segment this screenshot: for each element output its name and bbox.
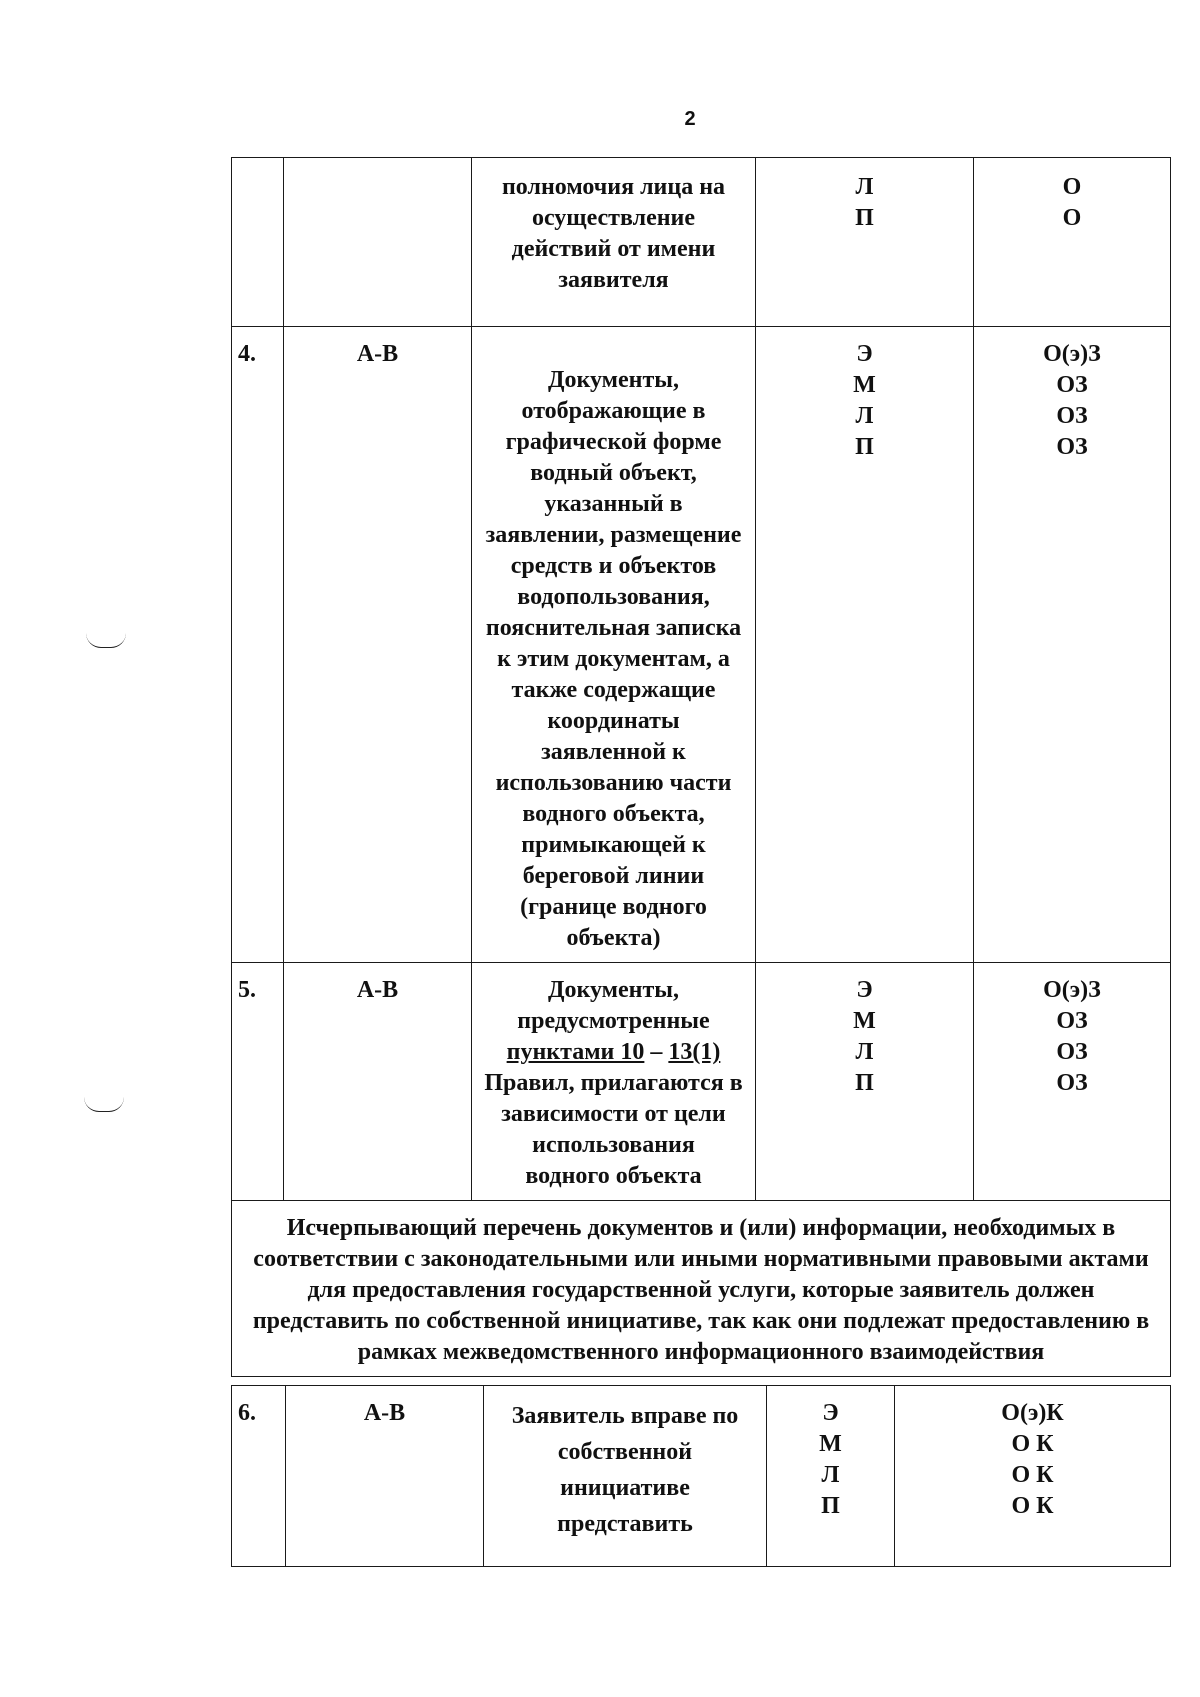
description-line: Заявитель вправе по xyxy=(511,1403,739,1429)
table-row xyxy=(232,1386,1171,1567)
description-cell xyxy=(472,963,756,1201)
description-line: водный объект, xyxy=(530,460,697,486)
description-line: пояснительная записка xyxy=(485,615,742,641)
rule-link[interactable]: 13(1) xyxy=(668,1039,721,1065)
requirement-code: О(э)З xyxy=(1043,341,1101,367)
description-line: водного объекта xyxy=(525,1163,702,1189)
dash: – xyxy=(644,1039,669,1065)
description-line: указанный в xyxy=(544,491,683,517)
form-letter: М xyxy=(853,1008,876,1034)
description-line: Правил, прилагаются в xyxy=(484,1070,743,1096)
requirement-code: ОЗ xyxy=(1056,1070,1088,1096)
description-line: объекта) xyxy=(566,925,661,951)
requirement-code: ОЗ xyxy=(1056,1039,1088,1065)
category-code-cell: А-В xyxy=(286,1386,484,1567)
form-letter: Л xyxy=(855,174,874,200)
form-letter: М xyxy=(853,372,876,398)
form-letter: Л xyxy=(821,1462,840,1488)
form-letter: Л xyxy=(855,1039,874,1065)
form-letters-cell xyxy=(767,1386,895,1567)
documents-table xyxy=(231,157,1171,1377)
description-line: осуществление xyxy=(531,205,696,231)
requirement-codes-cell xyxy=(974,158,1171,327)
category-code-cell: А-В xyxy=(284,327,472,963)
requirement-codes-cell xyxy=(974,327,1171,963)
requirement-code: ОЗ xyxy=(1056,1008,1088,1034)
description-line: предусмотренные xyxy=(517,1008,710,1034)
form-letters-cell xyxy=(756,327,974,963)
description-line: координаты xyxy=(547,708,680,734)
form-letter: П xyxy=(855,205,874,231)
description-line: к этим документам, а xyxy=(497,646,730,672)
description-line: инициативе xyxy=(560,1475,690,1501)
description-line: использования xyxy=(532,1132,695,1158)
description-line: Документы, xyxy=(547,977,680,1003)
requirement-code: О(э)К xyxy=(1001,1400,1064,1426)
requirement-codes-cell xyxy=(895,1386,1171,1567)
requirement-code: ОЗ xyxy=(1056,434,1088,460)
description-line: заявлении, размещение xyxy=(485,522,742,548)
category-code-cell xyxy=(284,158,472,327)
form-letter: П xyxy=(855,434,874,460)
description-line: представить xyxy=(557,1511,693,1537)
description-line: водопользования, xyxy=(517,584,710,610)
requirement-code: ОЗ xyxy=(1056,403,1088,429)
rule-link[interactable]: пунктами 10 xyxy=(506,1039,645,1065)
scan-mark xyxy=(86,633,126,648)
description-line: полномочия лица на xyxy=(501,174,726,200)
requirement-code: О К xyxy=(1011,1431,1054,1457)
row-number-cell xyxy=(232,158,284,327)
form-letter: П xyxy=(821,1493,840,1519)
row-number-cell: 4. xyxy=(232,327,284,963)
table-row xyxy=(232,963,1171,1201)
form-letter: Л xyxy=(855,403,874,429)
description-line: примыкающей к xyxy=(521,832,706,858)
description-line xyxy=(477,1037,750,1068)
description-line: также содержащие xyxy=(511,677,716,703)
requirement-code: О К xyxy=(1011,1462,1054,1488)
table-row xyxy=(232,158,1171,327)
description-cell xyxy=(472,327,756,963)
description-line: (границе водного xyxy=(520,894,707,920)
form-letters-cell xyxy=(756,158,974,327)
requirement-codes-cell xyxy=(974,963,1171,1201)
row-number-cell: 6. xyxy=(232,1386,286,1567)
form-letter: Э xyxy=(856,977,873,1003)
description-line: отображающие в xyxy=(521,398,706,424)
requirement-code: ОЗ xyxy=(1056,372,1088,398)
form-letter: М xyxy=(819,1431,842,1457)
documents-table-continued xyxy=(231,1385,1171,1567)
description-line: водного объекта, xyxy=(522,801,705,827)
scan-mark xyxy=(84,1097,124,1112)
description-line: заявителя xyxy=(558,267,669,293)
description-line: средств и объектов xyxy=(510,553,717,579)
description-line: заявленной к xyxy=(541,739,686,765)
description-line: Документы, xyxy=(547,367,680,393)
description-line: собственной xyxy=(557,1439,693,1465)
description-line: использованию части xyxy=(495,770,732,796)
form-letter: Э xyxy=(822,1400,839,1426)
table-row xyxy=(232,327,1171,963)
row-number-cell: 5. xyxy=(232,963,284,1201)
description-cell xyxy=(472,158,756,327)
requirement-code: О К xyxy=(1011,1493,1054,1519)
description-cell xyxy=(484,1386,767,1567)
description-line: графической форме xyxy=(505,429,722,455)
description-line: зависимости от цели xyxy=(501,1101,726,1127)
category-code-cell: А-В xyxy=(284,963,472,1201)
requirement-code: О(э)З xyxy=(1043,977,1101,1003)
page-number: 2 xyxy=(684,108,696,130)
form-letters-cell xyxy=(756,963,974,1201)
requirement-code: О xyxy=(1062,205,1082,231)
section-header-row xyxy=(232,1201,1171,1377)
form-letter: Э xyxy=(856,341,873,367)
section-header: Исчерпывающий перечень документов и (или) информации, необходимых в соответствии с законодательными или иными нормативными правовыми актами для предоставления государственной услуги, которые заявитель должен представить по собственной инициативе, так как они подлежат предоставлению в рамках межведомственного информационного взаимодействия xyxy=(232,1201,1171,1377)
requirement-code: О xyxy=(1062,174,1082,200)
form-letter: П xyxy=(855,1070,874,1096)
description-line: береговой линии xyxy=(522,863,705,889)
description-line: действий от имени xyxy=(511,236,716,262)
